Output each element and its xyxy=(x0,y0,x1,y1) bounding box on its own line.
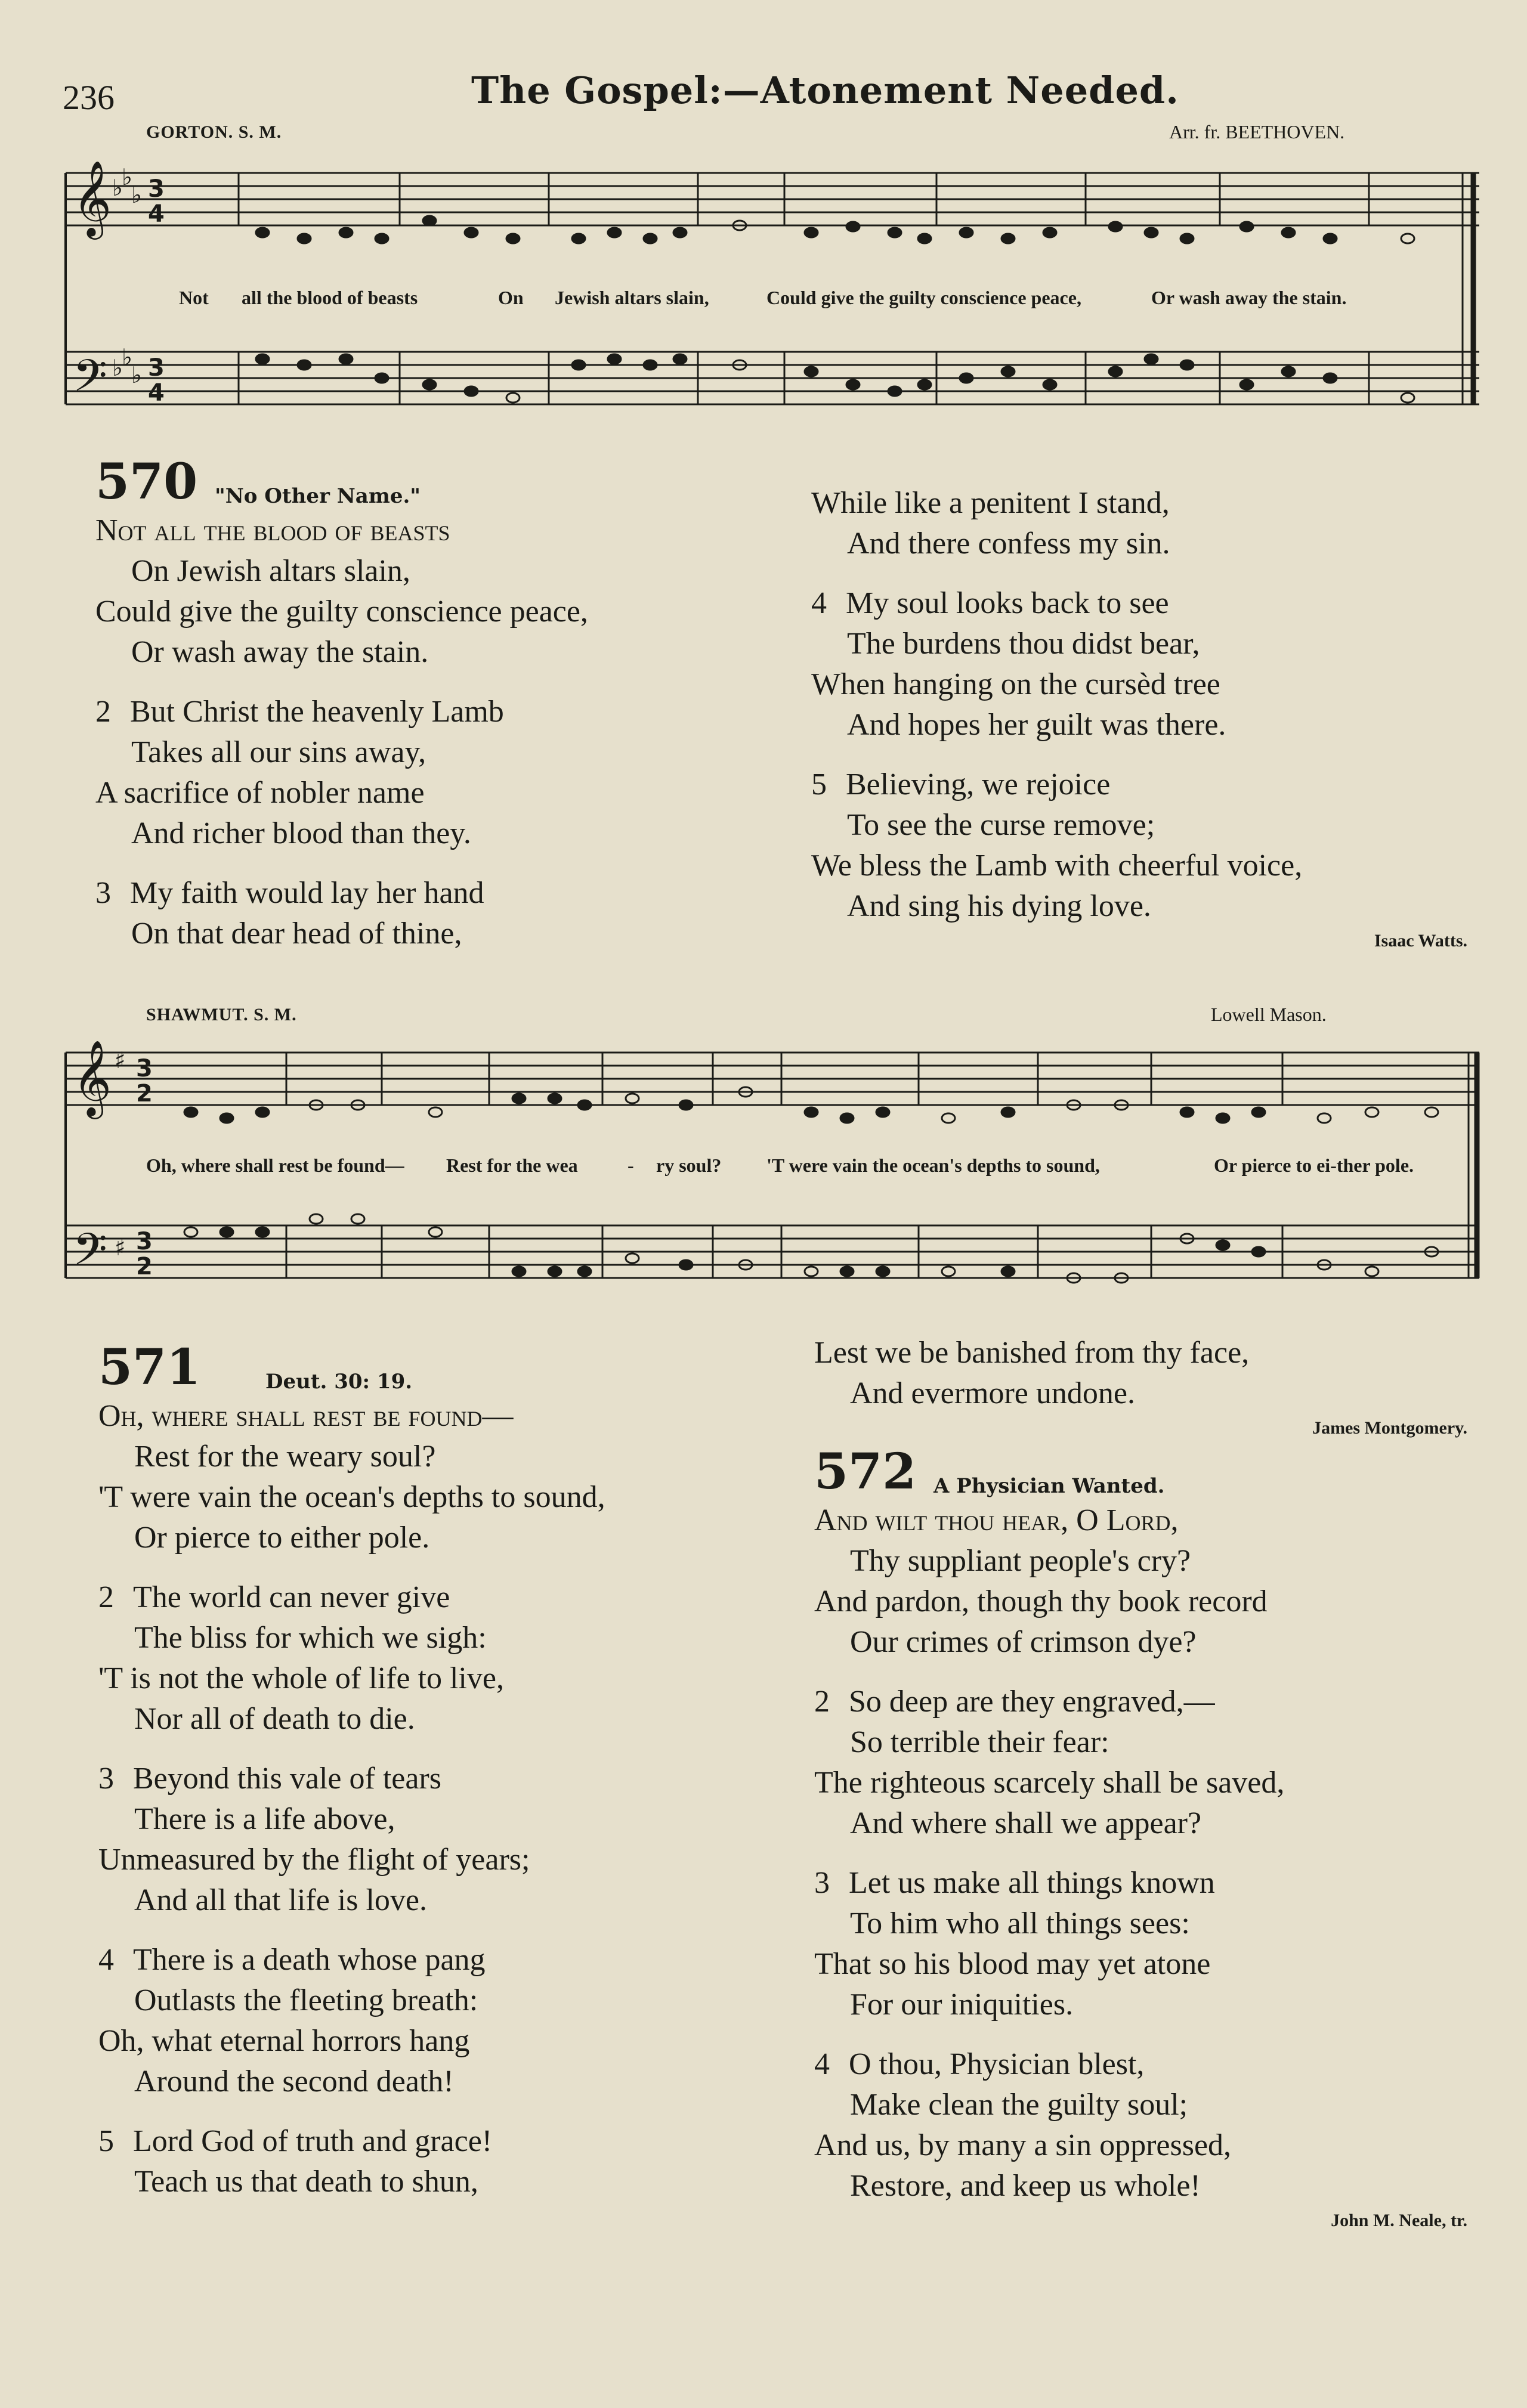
verse-line: There is a death whose pang xyxy=(133,1943,486,1977)
svg-text:♭: ♭ xyxy=(131,182,142,208)
verse-line: And all that life is love. xyxy=(134,1883,428,1917)
verse-2 xyxy=(814,1682,1467,1844)
verse-line: And richer blood than they. xyxy=(131,816,471,850)
underlay-shawmut-5: 'T were vain the ocean's depths to sound, xyxy=(766,1155,1100,1176)
verse-line: My soul looks back to see xyxy=(846,586,1169,620)
verse-line: Our crimes of crimson dye? xyxy=(850,1625,1197,1659)
verse-line: And where shall we appear? xyxy=(850,1806,1202,1840)
verse-line: Not all the blood of beasts xyxy=(95,513,450,547)
verse-line: And evermore undone. xyxy=(850,1376,1135,1410)
verse-3 xyxy=(98,1759,802,1921)
hymn-572 xyxy=(814,1443,1467,2233)
underlay-gorton-4: Jewish altars slain, xyxy=(555,287,709,308)
verse-line: And wilt thou hear, O Lord, xyxy=(814,1503,1179,1537)
verse-line: Believing, we rejoice xyxy=(846,767,1111,801)
verse-line: Takes all our sins away, xyxy=(131,735,426,769)
verse-3-continued xyxy=(811,483,1467,564)
underlay-shawmut-2: Rest for the wea xyxy=(446,1155,578,1176)
verse-line: My faith would lay her hand xyxy=(130,876,484,910)
hymn-number: 571 xyxy=(98,1339,201,1396)
verse-number: 2 xyxy=(814,1685,830,1719)
verse-4 xyxy=(811,583,1467,745)
verse-4 xyxy=(98,1940,802,2102)
hymn-570-right xyxy=(811,483,1467,953)
verse-number: 2 xyxy=(98,1580,114,1614)
verse-3 xyxy=(814,1863,1467,2025)
svg-text:♯: ♯ xyxy=(115,1234,126,1261)
verse-line: Unmeasured by the flight of years; xyxy=(98,1843,530,1877)
underlay-gorton-2: all the blood of beasts xyxy=(242,287,418,308)
verse-line: That so his blood may yet atone xyxy=(814,1947,1211,1981)
verse-line: While like a penitent I stand, xyxy=(811,486,1170,520)
verse-line: Lord God of truth and grace! xyxy=(133,2124,493,2158)
composer-shawmut: Lowell Mason. xyxy=(1211,1004,1327,1025)
svg-text:2: 2 xyxy=(136,1080,153,1107)
verse-line: 'T is not the whole of life to live, xyxy=(98,1661,504,1695)
verse-2 xyxy=(95,692,799,854)
underlay-gorton-5: Could give the guilty conscience peace, xyxy=(766,287,1081,308)
svg-text:𝄢: 𝄢 xyxy=(73,1224,107,1286)
verse-line: Or wash away the stain. xyxy=(131,635,429,669)
verse-line: Nor all of death to die. xyxy=(134,1702,415,1736)
verse-line: And us, by many a sin oppressed, xyxy=(814,2128,1232,2162)
tune-name-shawmut: SHAWMUT. S. M. xyxy=(146,1005,297,1025)
verse-line: For our iniquities. xyxy=(850,1988,1074,2022)
verse-number: 5 xyxy=(98,2124,114,2158)
svg-text:♯: ♯ xyxy=(115,1047,126,1073)
svg-text:𝄞: 𝄞 xyxy=(73,160,112,236)
svg-text:2: 2 xyxy=(136,1253,153,1280)
verse-line: We bless the Lamb with cheerful voice, xyxy=(811,849,1303,883)
verse-line: Outlasts the fleeting breath: xyxy=(134,1983,478,2017)
verse-line: And hopes her guilt was there. xyxy=(847,708,1226,742)
hymn-570-left xyxy=(95,453,799,973)
verse-line: And sing his dying love. xyxy=(847,889,1151,923)
svg-text:4: 4 xyxy=(148,200,165,228)
hymn-571-continued xyxy=(814,1333,1467,1440)
verse-line: The bliss for which we sigh: xyxy=(134,1621,487,1655)
verse-3 xyxy=(95,873,799,954)
page-number: 236 xyxy=(63,78,115,117)
hymn-571 xyxy=(98,1339,802,2221)
verse-line: Make clean the guilty soul; xyxy=(850,2088,1188,2122)
underlay-gorton-1: Not xyxy=(179,287,209,308)
verse-2 xyxy=(98,1577,802,1740)
verse-line: A sacrifice of nobler name xyxy=(95,776,425,810)
hymn-subtitle: "No Other Name." xyxy=(215,484,421,508)
verse-line: To see the curse remove; xyxy=(847,808,1155,842)
verse-number: 4 xyxy=(814,2047,830,2081)
verse-1 xyxy=(98,1396,802,1558)
svg-text:♭: ♭ xyxy=(131,362,142,388)
svg-text:4: 4 xyxy=(148,379,165,407)
verse-line: On that dear head of thine, xyxy=(131,917,462,951)
verse-1 xyxy=(814,1500,1467,1663)
verse-number: 3 xyxy=(814,1866,830,1900)
hymn-number: 570 xyxy=(95,453,198,510)
tune-name-gorton: GORTON. S. M. xyxy=(146,122,282,142)
verse-line: To him who all things sees: xyxy=(850,1906,1190,1940)
underlay-shawmut-1: Oh, where shall rest be found— xyxy=(146,1155,404,1176)
hymn-subtitle: A Physician Wanted. xyxy=(933,1474,1165,1498)
verse-line: Oh, what eternal horrors hang xyxy=(98,2024,470,2058)
verse-line: The burdens thou didst bear, xyxy=(847,627,1200,661)
verse-line: Could give the guilty conscience peace, xyxy=(95,595,588,629)
svg-text:♭: ♭ xyxy=(122,164,132,190)
verse-line: Around the second death! xyxy=(134,2065,454,2099)
svg-text:♭: ♭ xyxy=(112,355,123,381)
verse-line: Restore, and keep us whole! xyxy=(850,2169,1201,2203)
author-credit: James Montgomery. xyxy=(1312,1418,1467,1438)
score-svg-shawmut xyxy=(60,1029,1482,1339)
verse-line: When hanging on the cursèd tree xyxy=(811,667,1220,701)
verse-line: Rest for the weary soul? xyxy=(134,1440,436,1474)
verse-line: So terrible their fear: xyxy=(850,1725,1109,1759)
svg-text:3: 3 xyxy=(136,1228,153,1255)
verse-number: 3 xyxy=(98,1762,114,1796)
hymn-number: 572 xyxy=(814,1443,917,1500)
underlay-shawmut-6: Or pierce to ei-ther pole. xyxy=(1214,1155,1414,1176)
verse-number: 4 xyxy=(98,1943,114,1977)
svg-text:♭: ♭ xyxy=(112,175,123,201)
verse-number: 2 xyxy=(95,695,111,729)
verse-5-continued xyxy=(814,1333,1467,1414)
verse-4 xyxy=(814,2044,1467,2206)
verse-line: Teach us that death to shun, xyxy=(134,2165,478,2199)
verse-line: Let us make all things known xyxy=(849,1866,1215,1900)
verse-line: And pardon, though thy book record xyxy=(814,1584,1268,1618)
verse-line: On Jewish altars slain, xyxy=(131,554,410,588)
svg-text:3: 3 xyxy=(148,354,165,382)
composer-gorton: Arr. fr. BEETHOVEN. xyxy=(1169,121,1345,143)
hymn-subtitle: Deut. 30: 19. xyxy=(265,1370,413,1394)
svg-text:3: 3 xyxy=(148,175,165,203)
verse-line: The world can never give xyxy=(133,1580,450,1614)
verse-line: Or pierce to either pole. xyxy=(134,1521,430,1555)
verse-line: But Christ the heavenly Lamb xyxy=(130,695,504,729)
verse-1 xyxy=(95,510,799,673)
author-credit: Isaac Watts. xyxy=(1374,931,1467,951)
svg-text:♭: ♭ xyxy=(122,344,132,370)
verse-5 xyxy=(811,765,1467,927)
underlay-gorton-6: Or wash away the stain. xyxy=(1151,287,1347,308)
underlay-shawmut-3: - xyxy=(628,1155,634,1176)
underlay-gorton-3: On xyxy=(498,287,524,308)
verse-line: Thy suppliant people's cry? xyxy=(850,1544,1191,1578)
verse-number: 5 xyxy=(811,767,827,801)
verse-line: 'T were vain the ocean's depths to sound, xyxy=(98,1480,605,1514)
verse-line: Beyond this vale of tears xyxy=(133,1762,441,1796)
verse-line: So deep are they engraved,— xyxy=(849,1685,1215,1719)
verse-line: The righteous scarcely shall be saved, xyxy=(814,1766,1285,1800)
running-head: The Gospel:—Atonement Needed. xyxy=(471,69,1179,112)
verse-line: O thou, Physician blest, xyxy=(849,2047,1145,2081)
verse-line: There is a life above, xyxy=(134,1802,395,1836)
verse-line: Oh, where shall rest be found— xyxy=(98,1399,514,1433)
verse-number: 4 xyxy=(811,586,827,620)
verse-5 xyxy=(98,2121,802,2202)
author-credit: John M. Neale, tr. xyxy=(1331,2211,1467,2230)
verse-line: And there confess my sin. xyxy=(847,527,1170,561)
score-svg-gorton xyxy=(60,149,1482,459)
svg-text:3: 3 xyxy=(136,1055,153,1082)
svg-text:𝄞: 𝄞 xyxy=(73,1039,112,1116)
music-score-gorton xyxy=(60,149,1482,459)
music-score-shawmut xyxy=(60,1029,1482,1339)
underlay-shawmut-4: ry soul? xyxy=(656,1155,722,1176)
svg-text:𝄢: 𝄢 xyxy=(73,350,107,413)
verse-line: Lest we be banished from thy face, xyxy=(814,1336,1250,1370)
verse-number: 3 xyxy=(95,876,111,910)
